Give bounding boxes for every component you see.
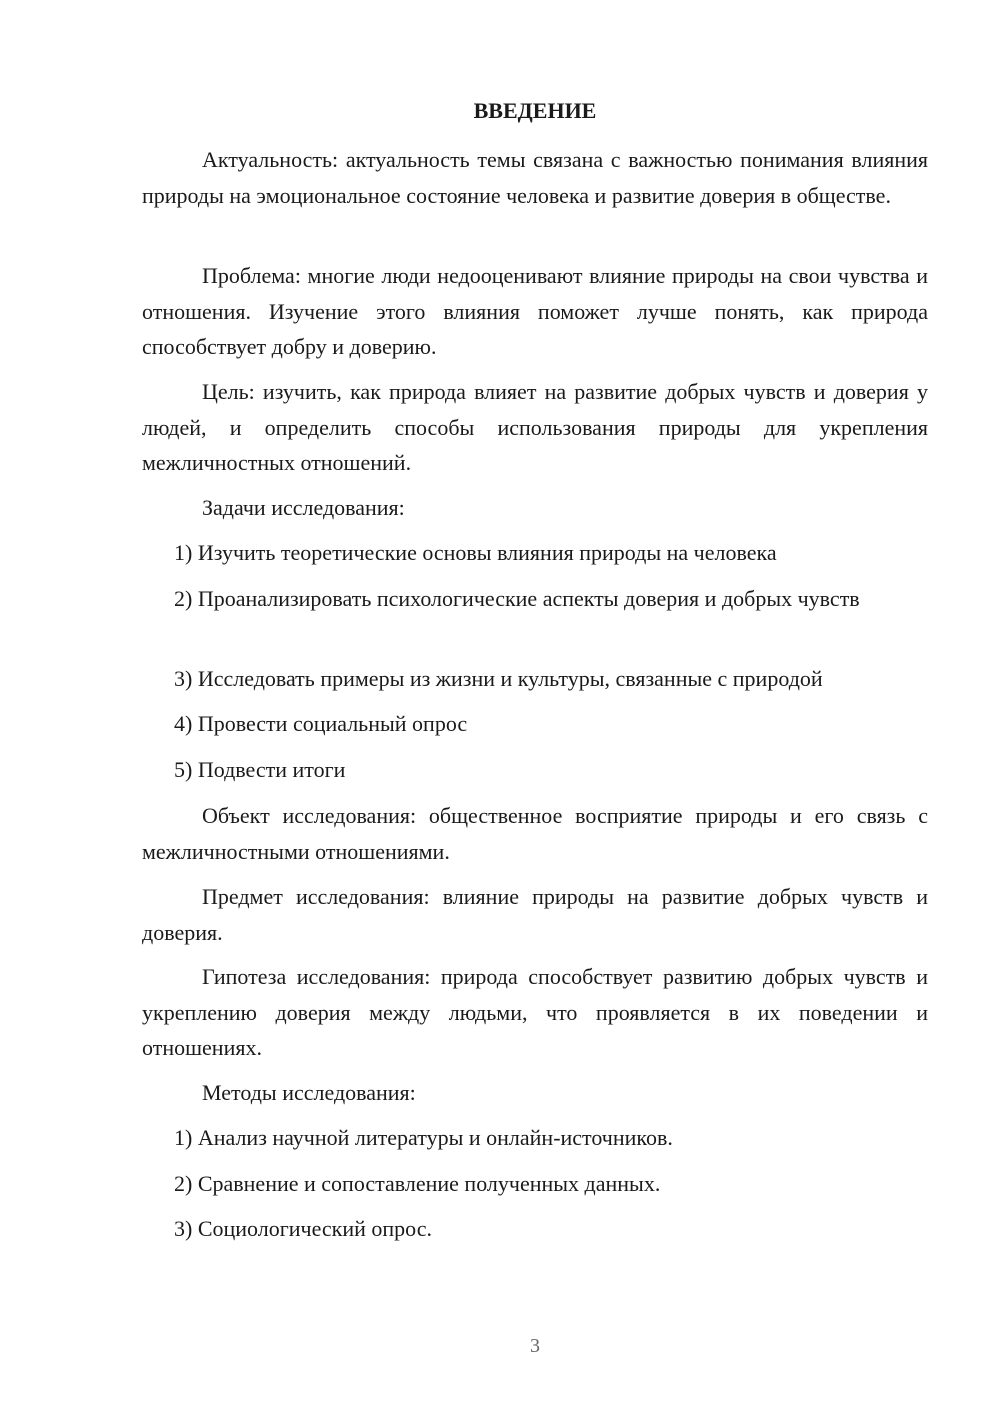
- goal-paragraph: Цель: изучить, как природа влияет на развитие добрых чувств и доверия у людей, и определить способы использования природы для укрепления межличностных отношений.: [142, 379, 928, 475]
- tasks-intro: Задачи исследования:: [202, 495, 405, 520]
- relevance-paragraph: Актуальность: актуальность темы связана с важностью понимания влияния природы на эмоциональное состояние человека и развитие доверия в обществе.: [142, 147, 928, 208]
- hypothesis-paragraph: Гипотеза исследования: природа способствует развитию добрых чувств и укреплению доверия между людьми, что проявляется в их поведении и отношениях.: [142, 964, 928, 1060]
- problem-paragraph: Проблема: многие люди недооценивают влияние природы на свои чувства и отношения. Изучение этого влияния поможет лучше понять, как природа способствует добру и доверию.: [142, 263, 928, 359]
- subject-paragraph: Предмет исследования: влияние природы на развитие добрых чувств и доверия.: [142, 884, 928, 945]
- page-number: 3: [530, 1335, 540, 1357]
- task-item-5: 5) Подвести итоги: [174, 757, 346, 782]
- method-item-2: 2) Сравнение и сопоставление полученных данных.: [174, 1171, 661, 1196]
- task-item-1: 1) Изучить теоретические основы влияния природы на человека: [174, 540, 777, 565]
- method-item-3: 3) Социологический опрос.: [174, 1216, 432, 1241]
- task-item-3: 3) Исследовать примеры из жизни и культуры, связанные с природой: [174, 666, 823, 691]
- object-paragraph: Объект исследования: общественное восприятие природы и его связь с межличностными отношениями.: [142, 803, 928, 864]
- task-item-2: 2) Проанализировать психологические аспекты доверия и добрых чувств: [174, 586, 860, 611]
- method-item-1: 1) Анализ научной литературы и онлайн-источников.: [174, 1125, 673, 1150]
- task-item-4: 4) Провести социальный опрос: [174, 711, 468, 736]
- section-heading: ВВЕДЕНИЕ: [473, 98, 597, 123]
- methods-intro: Методы исследования:: [202, 1080, 416, 1105]
